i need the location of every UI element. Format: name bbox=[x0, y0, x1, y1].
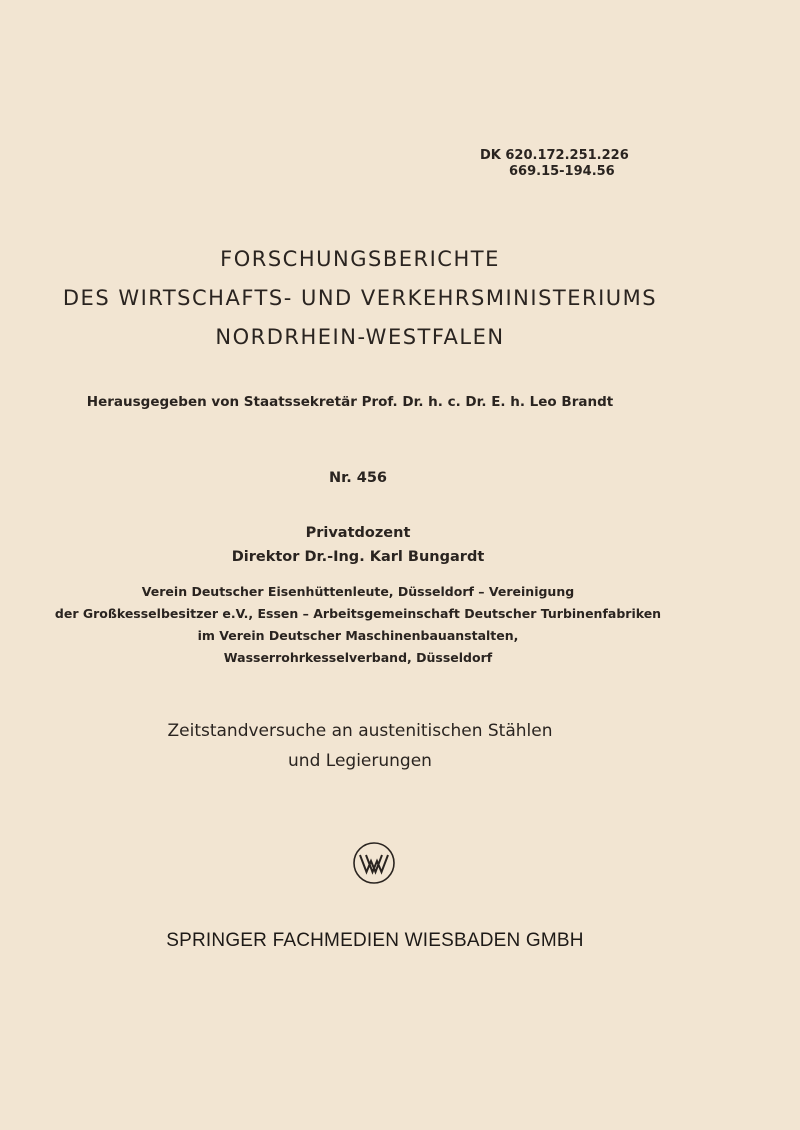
book-title-line-2: und Legierungen bbox=[288, 751, 432, 771]
report-number: Nr. 456 bbox=[328, 470, 388, 486]
series-title-line-3: NORDRHEIN-WESTFALEN bbox=[215, 325, 505, 349]
classification-code bbox=[480, 148, 650, 180]
affiliation-line-1: Verein Deutscher Eisenhüttenleute, Düsseldorf – Vereinigung bbox=[141, 584, 575, 599]
book-title bbox=[0, 716, 720, 776]
springer-vw-logo-icon bbox=[352, 841, 396, 885]
book-title-line-1: Zeitstandversuche an austenitischen Stählen bbox=[167, 721, 553, 741]
affiliation-line-3: im Verein Deutscher Maschinenbauanstalten, bbox=[197, 628, 519, 643]
editor-line: Herausgegeben von Staatssekretär Prof. Dr. h. c. Dr. E. h. Leo Brandt bbox=[86, 394, 614, 410]
affiliation-line-2: der Großkesselbesitzer e.V., Essen – Arbeitsgemeinschaft Deutscher Turbinenfabriken bbox=[54, 606, 662, 621]
author-name: Direktor Dr.-Ing. Karl Bungardt bbox=[231, 549, 485, 565]
publisher-name: SPRINGER FACHMEDIEN WIESBADEN GMBH bbox=[166, 930, 584, 951]
classification-line-2: 669.15-194.56 bbox=[509, 164, 615, 179]
series-title bbox=[0, 240, 720, 357]
series-title-line-2: DES WIRTSCHAFTS- UND VERKEHRSMINISTERIUMS bbox=[62, 286, 658, 310]
author-rank: Privatdozent bbox=[305, 525, 411, 541]
affiliation-block bbox=[0, 581, 716, 669]
author-block bbox=[0, 521, 716, 569]
series-title-line-1: FORSCHUNGSBERICHTE bbox=[220, 247, 500, 271]
affiliation-line-4: Wasserrohrkesselverband, Düsseldorf bbox=[223, 650, 493, 665]
classification-line-1: DK 620.172.251.226 bbox=[480, 148, 629, 163]
